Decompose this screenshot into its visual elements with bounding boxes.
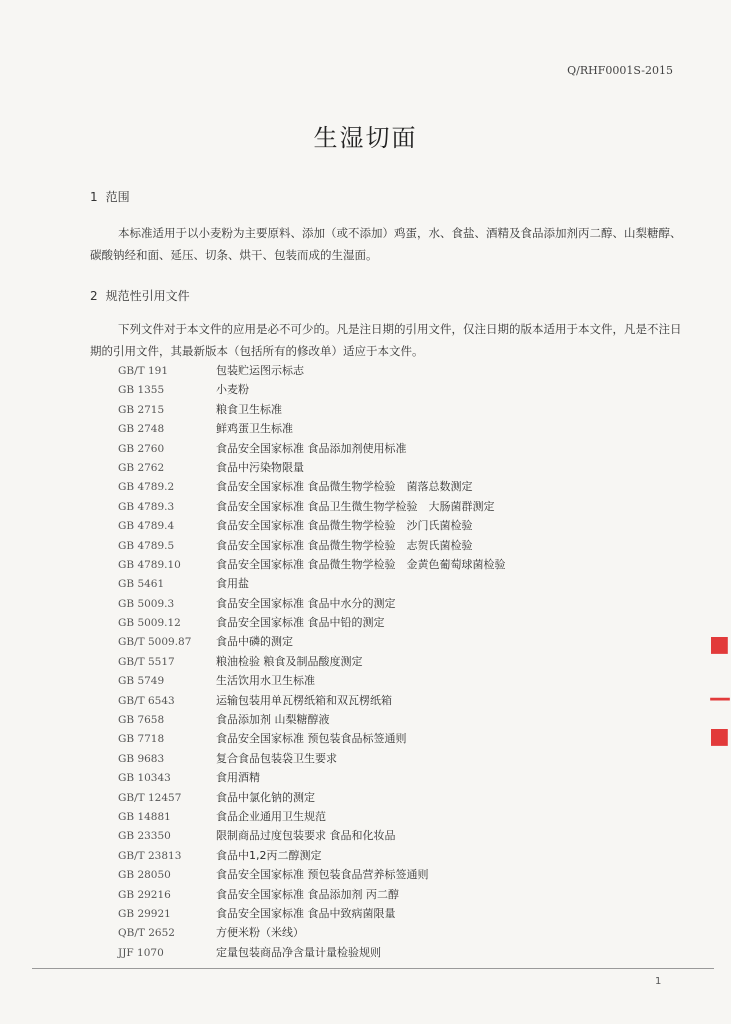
red-stamp-mark: ■ — ■: [709, 632, 731, 749]
reference-code: GB 1355: [118, 384, 165, 397]
reference-list: [118, 361, 678, 962]
reference-row: [118, 865, 678, 884]
reference-code: GB 29216: [118, 888, 171, 901]
reference-code: GB 2762: [118, 461, 165, 474]
reference-code: GB 4789.10: [118, 558, 181, 571]
reference-row: [118, 594, 678, 613]
reference-title: 小麦粉: [216, 383, 249, 397]
reference-code: GB/T 5517: [118, 655, 175, 668]
reference-code: JJF 1070: [118, 946, 164, 959]
reference-code: GB 28050: [118, 869, 171, 882]
reference-row: [118, 885, 678, 904]
reference-title: 食品中氯化钠的测定: [216, 790, 315, 804]
reference-row: [118, 632, 678, 651]
reference-row: [118, 671, 678, 690]
reference-title: 食用盐: [216, 577, 249, 591]
reference-code: GB 7718: [118, 733, 165, 746]
reference-code: GB 5009.3: [118, 597, 175, 610]
section-heading-scope: [90, 188, 130, 205]
reference-code: GB 29921: [118, 907, 171, 920]
reference-title: 食品中磷的测定: [216, 635, 293, 649]
reference-title: 食品安全国家标准 食品微生物学检验 志贺氏菌检验: [216, 538, 473, 552]
reference-row: [118, 458, 678, 477]
reference-code: GB 10343: [118, 772, 171, 785]
reference-row: [118, 923, 678, 942]
page-number: 1: [655, 976, 662, 987]
reference-title: 食品添加剂 山梨糖醇液: [216, 713, 330, 727]
reference-code: GB 4789.4: [118, 520, 175, 533]
reference-title: 食品安全国家标准 预包装食品营养标签通则: [216, 868, 429, 882]
reference-title: 食品安全国家标准 食品微生物学检验 沙门氏菌检验: [216, 519, 473, 533]
reference-title: 方便米粉（米线）: [216, 926, 304, 940]
section-paragraph-scope: 本标准适用于以小麦粉为主要原料、添加（或不添加）鸡蛋，水、食盐、酒精及食品添加剂丙二醇、山梨糖醇、碳酸钠经和面、延压、切条、烘干、包装而成的生湿面。: [90, 226, 682, 262]
reference-title: 生活饮用水卫生标准: [216, 674, 315, 688]
reference-title: 食品安全国家标准 食品中水分的测定: [216, 596, 396, 610]
reference-row: [118, 380, 678, 399]
reference-row: [118, 943, 678, 962]
reference-title: 复合食品包装袋卫生要求: [216, 751, 337, 765]
reference-title: 食品安全国家标准 食品中致病菌限量: [216, 906, 396, 920]
reference-row: [118, 574, 678, 593]
reference-row: [118, 419, 678, 438]
reference-row: [118, 826, 678, 845]
reference-row: [118, 400, 678, 419]
reference-code: GB 23350: [118, 830, 171, 843]
reference-code: GB 2760: [118, 442, 165, 455]
reference-code: GB 5461: [118, 578, 165, 591]
reference-code: GB 2715: [118, 403, 165, 416]
reference-code: GB/T 191: [118, 365, 169, 377]
reference-title: 食品安全国家标准 食品中铅的测定: [216, 616, 385, 630]
reference-title: 鲜鸡蛋卫生标准: [216, 422, 293, 436]
reference-title: 食品安全国家标准 食品微生物学检验 菌落总数测定: [216, 480, 473, 494]
reference-row: [118, 516, 678, 535]
reference-title: 粮油检验 粮食及制品酸度测定: [216, 654, 363, 668]
reference-title: 定量包装商品净含量计量检验规则: [216, 945, 381, 959]
reference-row: [118, 536, 678, 555]
reference-code: GB/T 23813: [118, 849, 182, 862]
reference-code: QB/T 2652: [118, 927, 175, 940]
reference-row: [118, 807, 678, 826]
reference-title: 食用酒精: [216, 771, 260, 785]
reference-row: [118, 846, 678, 865]
reference-row: [118, 439, 678, 458]
reference-row: [118, 555, 678, 574]
reference-code: GB 9683: [118, 752, 165, 765]
reference-row: [118, 361, 678, 380]
reference-title: 食品安全国家标准 食品微生物学检验 金黄色葡萄球菌检验: [216, 557, 506, 571]
reference-code: GB 4789.2: [118, 481, 175, 494]
reference-row: [118, 497, 678, 516]
section-number: 1: [90, 190, 98, 204]
reference-row: [118, 768, 678, 787]
section-paragraph-references: 下列文件对于本文件的应用是必不可少的。凡是注日期的引用文件，仅注日期的版本适用于本文件，凡是不注日期的引用文件，其最新版本（包括所有的修改单）适应于本文件。: [90, 322, 682, 358]
reference-code: GB 4789.5: [118, 539, 175, 552]
reference-code: GB/T 5009.87: [118, 636, 192, 649]
section-number: 2: [90, 289, 98, 303]
reference-row: [118, 729, 678, 748]
reference-code: GB 4789.3: [118, 500, 175, 513]
reference-title: 食品安全国家标准 预包装食品标签通则: [216, 732, 407, 746]
reference-code: GB/T 12457: [118, 791, 182, 804]
reference-row: [118, 749, 678, 768]
reference-code: GB 7658: [118, 714, 165, 727]
reference-row: [118, 904, 678, 923]
reference-code: GB 2748: [118, 423, 165, 436]
section-heading-text: 范围: [105, 190, 130, 204]
reference-title: 粮食卫生标准: [216, 402, 282, 416]
reference-title: 食品安全国家标准 食品添加剂 丙二醇: [216, 887, 399, 901]
reference-title: 食品中1,2丙二醇测定: [216, 848, 322, 862]
reference-code: GB 5009.12: [118, 617, 181, 630]
page-footer-rule: [32, 968, 714, 969]
reference-code: GB 5749: [118, 675, 165, 688]
reference-title: 包装贮运图示标志: [216, 364, 304, 377]
reference-row: [118, 652, 678, 671]
reference-title: 食品企业通用卫生规范: [216, 809, 326, 823]
reference-title: 食品安全国家标准 食品卫生微生物学检验 大肠菌群测定: [216, 499, 495, 513]
section-heading-text: 规范性引用文件: [105, 289, 190, 303]
reference-title: 限制商品过度包装要求 食品和化妆品: [216, 829, 396, 843]
reference-title: 食品中污染物限量: [216, 460, 304, 474]
standard-code: Q/RHF0001S-2015: [567, 64, 673, 77]
reference-title: 食品安全国家标准 食品添加剂使用标准: [216, 441, 407, 455]
reference-row: [118, 710, 678, 729]
reference-title: 运输包装用单瓦楞纸箱和双瓦楞纸箱: [216, 693, 392, 707]
reference-row: [118, 477, 678, 496]
reference-code: GB 14881: [118, 810, 171, 823]
reference-row: [118, 788, 678, 807]
reference-code: GB/T 6543: [118, 694, 175, 707]
reference-row: [118, 613, 678, 632]
reference-row: [118, 691, 678, 710]
section-heading-references: [90, 287, 190, 304]
document-title: 生湿切面: [313, 124, 418, 152]
